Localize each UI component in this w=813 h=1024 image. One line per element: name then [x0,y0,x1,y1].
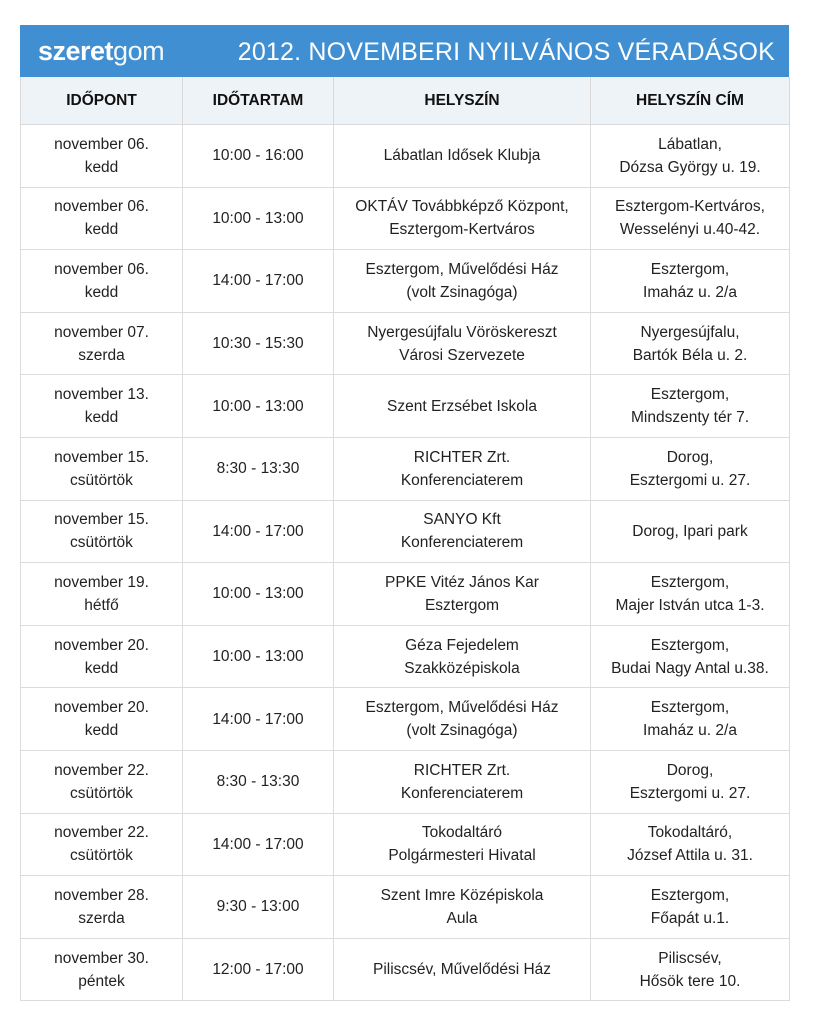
location-line: Géza Fejedelem [405,636,519,654]
weekday-text: kedd [84,722,119,740]
location-cell [334,125,591,188]
duration-text: 10:00 - 16:00 [212,147,304,165]
location-line: (volt Zsinagóga) [406,283,518,301]
table-row [21,876,790,939]
date-cell [21,750,183,813]
table-row [21,688,790,751]
date-cell [21,375,183,438]
address-line: Mindszenty tér 7. [630,409,750,427]
address-cell [591,813,790,876]
weekday-text: szerda [78,909,125,927]
date-cell [21,500,183,563]
location-line: Aula [446,909,478,927]
address-line: Esztergom, [650,636,730,654]
date-text: november 06. [54,135,149,153]
weekday-text: kedd [84,409,119,427]
duration-text: 10:00 - 13:00 [212,397,304,415]
weekday-text: kedd [84,283,119,301]
weekday-text: csütörtök [70,471,133,489]
table-row [21,125,790,188]
duration-text: 10:30 - 15:30 [212,335,304,353]
date-text: november 20. [54,699,149,717]
duration-cell [183,312,334,375]
address-cell [591,938,790,1001]
location-line: Esztergom-Kertváros [389,221,535,239]
date-cell [21,312,183,375]
location-cell [334,876,591,939]
location-cell [334,250,591,313]
date-cell [21,437,183,500]
location-line: Konferenciaterem [400,471,524,489]
date-text: november 20. [54,636,149,654]
address-line: Esztergom, [650,573,730,591]
duration-text: 14:00 - 17:00 [212,835,304,853]
location-cell [334,563,591,626]
location-cell [334,500,591,563]
address-cell [591,312,790,375]
address-line: Főapát u.1. [650,909,730,927]
date-cell [21,563,183,626]
header-location: HELYSZÍN [334,77,591,125]
location-cell [334,750,591,813]
location-line: Városi Szervezete [399,346,525,364]
table-row [21,187,790,250]
location-line: RICHTER Zrt. [413,448,511,466]
address-line: Lábatlan, [658,135,722,153]
duration-text: 10:00 - 13:00 [212,648,304,666]
address-cell [591,876,790,939]
brand-logo [38,34,164,68]
table-row [21,437,790,500]
table-row [21,750,790,813]
table-row [21,938,790,1001]
date-text: november 06. [54,260,149,278]
duration-text: 14:00 - 17:00 [212,522,304,540]
header-address: HELYSZÍN CÍM [591,77,790,125]
address-line: Esztergom-Kertváros, [615,198,765,216]
date-text: november 07. [54,323,149,341]
address-cell [591,250,790,313]
date-cell [21,625,183,688]
address-line: Bartók Béla u. 2. [632,346,748,364]
duration-cell [183,750,334,813]
address-line: Dorog, [666,448,714,466]
duration-text: 12:00 - 17:00 [212,961,304,979]
address-line: Nyergesújfalu, [640,323,740,341]
date-text: november 15. [54,448,149,466]
duration-text: 14:00 - 17:00 [212,272,304,290]
table-header-row [21,77,790,125]
duration-text: 10:00 - 13:00 [212,209,304,227]
weekday-text: hétfő [84,596,119,614]
location-line: Polgármesteri Hivatal [388,847,536,865]
date-text: november 06. [54,198,149,216]
location-line: Nyergesújfalu Vöröskereszt [367,323,557,341]
address-line: Esztergom, [650,386,730,404]
location-line: Esztergom [424,596,500,614]
duration-text: 8:30 - 13:30 [216,773,300,791]
address-line: Piliscsév, [658,949,722,967]
logo-light-text: gom [113,36,165,66]
location-line: Piliscsév, Művelődési Ház [372,961,552,979]
address-cell [591,688,790,751]
document-sheet [20,25,789,1001]
location-line: SANYO Kft [423,511,501,529]
address-cell [591,437,790,500]
location-line: OKTÁV Továbbképző Központ, [355,198,569,216]
location-cell [334,938,591,1001]
duration-text: 8:30 - 13:30 [216,460,300,478]
location-line: Konferenciaterem [400,534,524,552]
location-line: Szakközépiskola [404,659,520,677]
weekday-text: csütörtök [70,784,133,802]
duration-cell [183,375,334,438]
weekday-text: kedd [84,659,119,677]
table-row [21,250,790,313]
table-row [21,312,790,375]
weekday-text: kedd [84,221,119,239]
header-duration: IDŐTARTAM [183,77,334,125]
date-text: november 19. [54,573,149,591]
address-line: Wesselényi u.40-42. [619,221,761,239]
date-cell [21,938,183,1001]
address-line: Esztergom, [650,699,730,717]
duration-text: 9:30 - 13:00 [216,898,300,916]
date-cell [21,250,183,313]
schedule-table [20,77,790,1001]
date-text: november 15. [54,511,149,529]
address-line: Esztergom, [650,260,730,278]
address-line: Dorog, Ipari park [632,522,748,540]
location-cell [334,437,591,500]
weekday-text: csütörtök [70,847,133,865]
location-line: PPKE Vitéz János Kar [385,573,539,591]
logo-strong-text: szeret [38,36,114,66]
location-line: (volt Zsinagóga) [406,722,518,740]
date-cell [21,688,183,751]
address-line: Tokodaltáró, [647,824,733,842]
location-line: Tokodaltáró [421,824,503,842]
address-line: Esztergomi u. 27. [629,471,751,489]
weekday-text: csütörtök [70,534,133,552]
location-cell [334,187,591,250]
location-line: Szent Erzsébet Iskola [387,397,537,415]
address-line: Esztergomi u. 27. [629,784,751,802]
header-date: IDŐPONT [21,77,183,125]
address-line: Imaház u. 2/a [643,283,737,301]
address-cell [591,187,790,250]
location-cell [334,375,591,438]
address-cell [591,375,790,438]
location-cell [334,813,591,876]
date-text: november 22. [54,824,149,842]
location-cell [334,625,591,688]
location-line: Esztergom, Művelődési Ház [365,260,559,278]
address-line: Budai Nagy Antal u.38. [611,659,769,677]
duration-text: 10:00 - 13:00 [212,585,304,603]
weekday-text: péntek [78,972,125,990]
duration-cell [183,813,334,876]
address-line: Dózsa György u. 19. [619,158,761,176]
address-line: Dorog, [666,761,714,779]
date-text: november 28. [54,886,149,904]
location-line: Szent Imre Középiskola [380,886,544,904]
date-text: november 13. [54,386,149,404]
duration-text: 14:00 - 17:00 [212,710,304,728]
address-cell [591,750,790,813]
duration-cell [183,876,334,939]
table-row [21,813,790,876]
weekday-text: szerda [78,346,125,364]
address-cell [591,625,790,688]
address-cell [591,125,790,188]
location-line: Lábatlan Idősek Klubja [383,147,541,165]
duration-cell [183,250,334,313]
address-cell [591,563,790,626]
date-cell [21,813,183,876]
date-cell [21,187,183,250]
date-text: november 30. [54,949,149,967]
duration-cell [183,625,334,688]
location-line: Esztergom, Művelődési Ház [365,699,559,717]
location-cell [334,688,591,751]
address-line: József Attila u. 31. [627,847,753,865]
table-row [21,625,790,688]
page-title: 2012. NOVEMBERI NYILVÁNOS VÉRADÁSOK [237,38,775,66]
title-banner [20,25,789,77]
address-line: Esztergom, [650,886,730,904]
duration-cell [183,125,334,188]
address-line: Majer István utca 1-3. [615,596,765,614]
date-text: november 22. [54,761,149,779]
date-cell [21,125,183,188]
address-cell [591,500,790,563]
duration-cell [183,437,334,500]
location-line: Konferenciaterem [400,784,524,802]
duration-cell [183,187,334,250]
weekday-text: kedd [84,158,119,176]
location-cell [334,312,591,375]
location-line: RICHTER Zrt. [413,761,511,779]
duration-cell [183,563,334,626]
duration-cell [183,688,334,751]
table-row [21,500,790,563]
address-line: Hősök tere 10. [639,972,741,990]
table-row [21,375,790,438]
duration-cell [183,938,334,1001]
date-cell [21,876,183,939]
duration-cell [183,500,334,563]
address-line: Imaház u. 2/a [643,722,737,740]
table-row [21,563,790,626]
